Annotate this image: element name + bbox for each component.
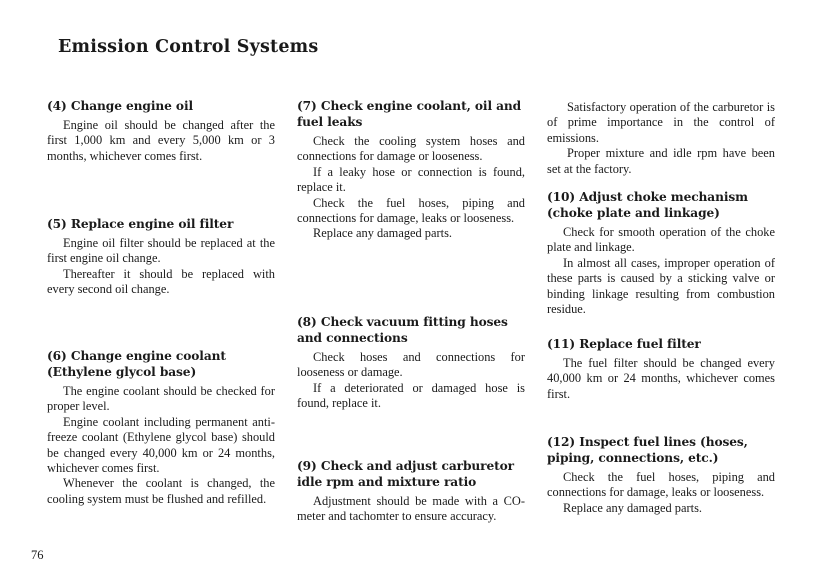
paragraph: Replace any damaged parts. xyxy=(563,500,702,515)
paragraph: Check the fuel hoses, piping and connections for damage, leaks or looseness. xyxy=(297,195,525,226)
section-check-vacuum-hoses xyxy=(297,314,525,412)
paragraph: Check the cooling system hoses and connections for damage or looseness. xyxy=(297,134,525,164)
page-title: Emission Control Systems xyxy=(58,37,319,57)
paragraph: Engine coolant including permanent anti-freeze coolant (Ethylene glycol base) should be changed every 40,000 km or 24 months, whichever comes first. xyxy=(47,414,275,476)
paragraph: The fuel filter should be changed every 40,000 km or 24 months, whichever comes first. xyxy=(547,356,775,401)
paragraph: In almost all cases, improper operation of these parts is caused by a sticking valve or binding linkage resulting from combustion residue. xyxy=(547,255,775,317)
carburetor-intro xyxy=(547,100,775,177)
paragraph: Engine oil filter should be replaced at the first engine oil change. xyxy=(47,236,275,266)
paragraph: The engine coolant should be checked for proper level. xyxy=(47,384,275,414)
paragraph: Adjustment should be made with a CO-meter and tachomter to ensure accuracy. xyxy=(297,494,525,524)
paragraph: Check hoses and connections for looseness or damage. xyxy=(297,350,525,380)
section-heading: (12) Inspect fuel lines (hoses, piping, connections, etc.) xyxy=(547,435,748,465)
section-heading: (4) Change engine oil xyxy=(47,99,194,113)
section-heading: (10) Adjust choke mechanism (choke plate and linkage) xyxy=(547,190,748,220)
section-heading: (9) Check and adjust carburetor idle rpm and mixture ratio xyxy=(297,459,515,489)
section-inspect-fuel-lines xyxy=(547,434,775,516)
paragraph: If a deteriorated or damaged hose is found, replace it. xyxy=(297,380,525,411)
paragraph: Satisfactory operation of the carburetor is of prime importance in the control of emissions. xyxy=(547,100,775,145)
section-heading: (11) Replace fuel filter xyxy=(547,337,701,351)
section-replace-fuel-filter xyxy=(547,336,775,402)
paragraph: Check for smooth operation of the choke plate and linkage. xyxy=(547,225,775,255)
section-heading: (7) Check engine coolant, oil and fuel leaks xyxy=(297,99,522,129)
paragraph: Whenever the coolant is changed, the cooling system must be flushed and refilled. xyxy=(47,476,275,506)
paragraph: Engine oil should be changed after the first 1,000 km and every 5,000 km or 3 months, whichever comes first. xyxy=(47,118,275,163)
section-heading: (5) Replace engine oil filter xyxy=(47,217,234,231)
section-adjust-choke xyxy=(547,189,775,317)
section-adjust-carburetor xyxy=(297,458,525,525)
section-replace-oil-filter xyxy=(47,216,275,298)
page-number: 76 xyxy=(31,548,44,562)
paragraph: Thereafter it should be replaced with every second oil change. xyxy=(47,266,275,297)
paragraph: If a leaky hose or connection is found, replace it. xyxy=(297,164,525,195)
paragraph: Check the fuel hoses, piping and connections for damage, leaks or looseness. xyxy=(547,470,775,500)
section-check-leaks xyxy=(297,98,525,242)
section-heading: (8) Check vacuum fitting hoses and connections xyxy=(297,315,508,345)
section-change-engine-coolant xyxy=(47,348,275,507)
section-heading: (6) Change engine coolant (Ethylene glycol base) xyxy=(47,349,226,379)
section-change-engine-oil xyxy=(47,98,275,164)
paragraph: Proper mixture and idle rpm have been set at the factory. xyxy=(547,146,775,176)
paragraph: Replace any damaged parts. xyxy=(313,226,452,241)
